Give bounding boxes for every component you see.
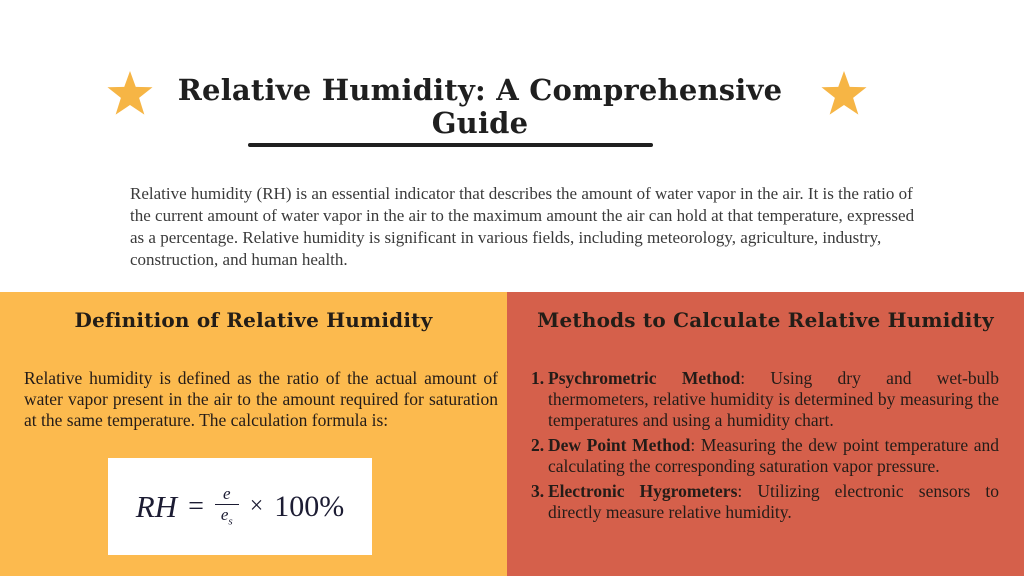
- method-item: [531, 481, 999, 523]
- formula-rhs: 100%: [274, 489, 345, 523]
- method-item-description: Measuring the dew point temperature and calculating the corresponding saturation vapor pressure.: [548, 435, 1000, 476]
- definition-body: Relative humidity is defined as the ratio of the actual amount of water vapor present in the air to the amount required for saturation at the same temperature. The calculation formula is:: [24, 368, 498, 430]
- star-icon: [106, 71, 154, 117]
- formula-box: [108, 458, 372, 555]
- method-item: [531, 435, 999, 477]
- formula-denominator-base: e: [220, 504, 229, 524]
- formula-numerator: e: [223, 484, 231, 504]
- formula-fraction: [215, 485, 239, 528]
- formula-denominator-subscript: s: [228, 515, 233, 528]
- formula-lhs: RH: [135, 488, 178, 524]
- method-item-description: Using dry and wet-bulb thermometers, relative humidity is determined by measuring the temperatures and using a humidity chart.: [548, 368, 999, 430]
- method-item-colon: :: [737, 481, 743, 501]
- method-item-name: Electronic Hygrometers: [548, 481, 738, 501]
- rh-formula: [136, 485, 345, 528]
- definition-heading: Definition of Relative Humidity: [74, 308, 433, 332]
- title-underline: [248, 143, 653, 147]
- method-item-name: Dew Point Method: [548, 435, 691, 455]
- method-item-name: Psychrometric Method: [548, 368, 741, 388]
- definition-panel: [0, 292, 507, 576]
- method-item: [531, 368, 999, 431]
- method-item-number: 3.: [531, 481, 545, 501]
- method-item-number: 2.: [531, 435, 545, 455]
- formula-denominator: [215, 504, 239, 528]
- method-item-colon: :: [740, 368, 746, 388]
- star-icon: [820, 71, 868, 117]
- methods-heading: Methods to Calculate Relative Humidity: [537, 308, 994, 332]
- methods-list: [531, 368, 999, 527]
- method-item-number: 1.: [531, 368, 545, 388]
- formula-equals: =: [188, 490, 204, 522]
- formula-times: ×: [249, 493, 264, 519]
- page-title: Relative Humidity: A Comprehensive Guide: [177, 73, 783, 140]
- method-item-colon: :: [690, 435, 696, 455]
- methods-panel: [507, 292, 1024, 576]
- intro-paragraph: Relative humidity (RH) is an essential indicator that describes the amount of water vapor in the air. It is the ratio of the current amount of water vapor in the air to the maximum amount the air can hold at that temperature, expressed as a percentage. Relative humidity is significant in various fields, including meteorology, agriculture, industry, construction, and human health.: [130, 184, 915, 269]
- method-item-description: Utilizing electronic sensors to directly measure relative humidity.: [548, 481, 1000, 522]
